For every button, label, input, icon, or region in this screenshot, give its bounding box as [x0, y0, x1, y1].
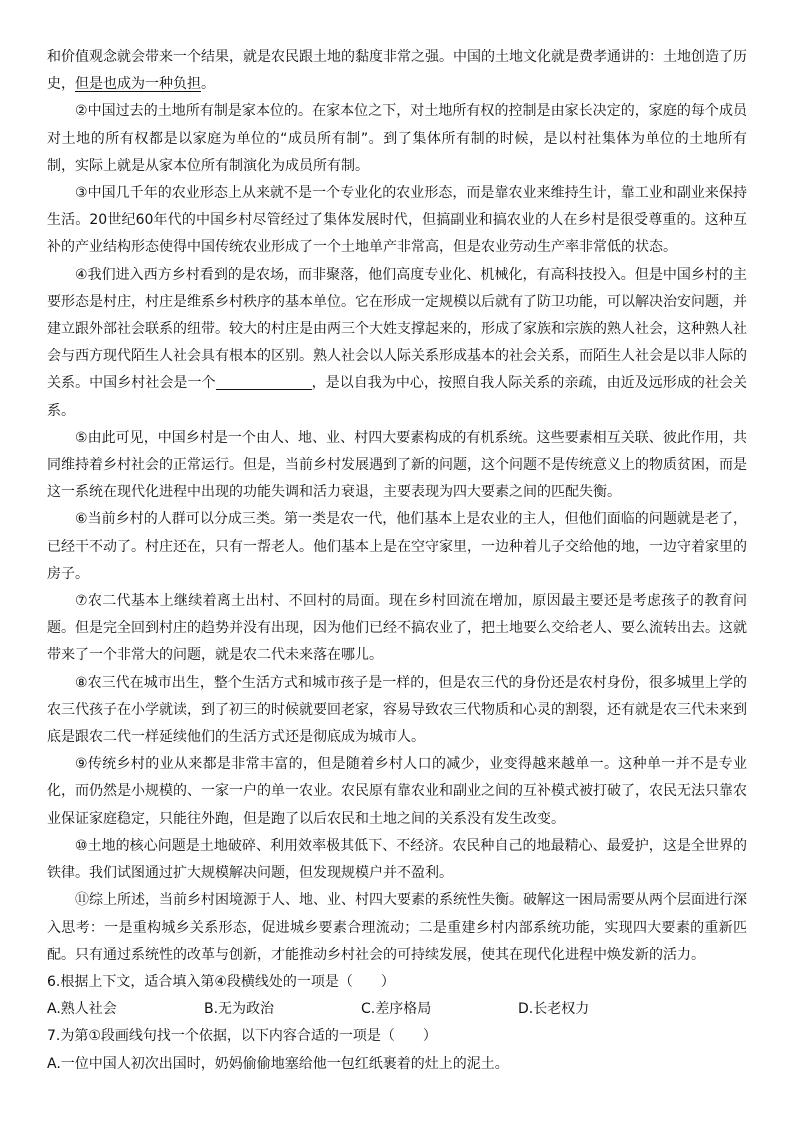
paragraph-7: ⑦农二代基本上继续着离土出村、不回村的局面。现在乡村回流在增加，原因最主要还是考虑孩子的教育问题。但是完全回到村庄的趋势并没有出现，因为他们已经不搞农业了，把土地要么交给老人、要么流转出去。这就带来了一个非常大的问题，就是农二代未来落在哪儿。	[47, 593, 747, 664]
option-b: B.无为政治	[204, 1001, 275, 1018]
question-6-stem: 6.根据上下文，适合填入第④段横线处的一项是（ ）	[47, 973, 395, 990]
paragraph-text: ，是以自我为中心，按照自我人际关系的亲疏，由近及远形成的社会关系。	[47, 375, 748, 419]
paragraph-9: ⑨传统乡村的业从来都是非常丰富的，但是随着乡村人口的减少，业变得越来越单一。这种单一并不是专业化，而仍然是小规模的、一家一户的单一农业。农民原有靠农业和副业之间的互补模式被打破了，农民无法只靠农业保证家庭稳定，只能往外跑，但是跑了以后农民和土地之间的关系没有发生改变。	[47, 756, 747, 827]
document-page	[47, 44, 747, 1078]
paragraph-5: ⑤由此可见，中国乡村是一个由人、地、业、村四大要素构成的有机系统。这些要素相互关联、彼此作用，共同维持着乡村社会的正常运行。但是，当前乡村发展遇到了新的问题，这个问题不是传统意义上的物质贫困，而是这一系统在现代化进程中出现的功能失调和活力衰退，主要表现为四大要素之间的匹配失衡。	[47, 429, 747, 501]
paragraph-1-continued	[47, 44, 747, 98]
question-7-option-a: A.一位中国人初次出国时，奶妈偷偷地塞给他一包红纸裹着的灶上的泥土。	[47, 1055, 509, 1072]
paragraph-6: ⑥当前乡村的人群可以分成三类。第一类是农一代，他们基本上是农业的主人，但他们面临的问题就是老了，已经干不动了。村庄还在，只有一帮老人。他们基本上是在空守家里，一边种着儿子交给他的地，一边守着家里的房子。	[47, 511, 747, 582]
paragraph-4	[47, 262, 747, 425]
paragraph-8: ⑧农三代在城市出生，整个生活方式和城市孩子是一样的，但是农三代的身份还是农村身份，很多城里上学的农三代孩子在小学就读，到了初三的时候就要回老家，容易导致农三代物质和心灵的割裂，还有就是农三代未来到底是跟农二代一样延续他们的生活方式还是彻底成为城市人。	[47, 674, 747, 746]
paragraph-11: ⑪综上所述，当前乡村困境源于人、地、业、村四大要素的系统性失衡。破解这一困局需要从两个层面进行深入思考：一是重构城乡关系形态，促进城乡要素合理流动；二是重建乡村内部系统功能，实现四大要素的重新匹配。只有通过系统性的改革与创新，才能推动乡村社会的可持续发展，使其在现代化进程中焕发新的活力。	[47, 892, 747, 963]
paragraph-3: ③中国几千年的农业形态上从来就不是一个专业化的农业形态，而是靠农业来维持生计，靠工业和副业来保持生活。20世纪60年代的中国乡村尽管经过了集体发展时代，但搞副业和搞农业的人在乡村是很受尊重的。这种互补的产业结构形态使得中国传统农业形成了一个土地单产非常高，但是农业劳动生产率非常低的状态。	[47, 185, 747, 256]
option-d: D.长老权力	[518, 1001, 590, 1018]
underlined-sentence: 但是也成为一种负担	[75, 76, 201, 93]
paragraph-10: ⑩土地的核心问题是土地破碎、利用效率极其低下、不经济。农民种自己的地最精心、最爱护，这是全世界的铁律。我们试图通过扩大规模解决问题，但发现规模户并不盈利。	[47, 837, 747, 882]
question-6-options	[47, 996, 747, 1023]
fill-in-blank	[216, 372, 312, 390]
option-a: A.熟人社会	[47, 1001, 117, 1018]
paragraph-end: 。	[201, 76, 215, 93]
paragraph-2: ②中国过去的土地所有制是家本位的。在家本位之下，对土地所有权的控制是由家长决定的，家庭的每个成员对土地的所有权都是以家庭为单位的“成员所有制”。到了集体所有制的时候，是以村社集体为单位的土地所有制，实际上就是从家本位所有制演化为成员所有制。	[47, 103, 747, 174]
question-7-stem: 7.为第①段画线句找一个依据，以下内容合适的一项是（ ）	[47, 1028, 437, 1045]
paragraph-text: ④我们进入西方乡村看到的是农场，而非聚落，他们高度专业化、机械化，有高科技投入。但是中国乡村的主要形态是村庄，村庄是维系乡村秩序的基本单位。它在形成一定规模以后就有了防卫功能，可以解决治安问题，并建立跟外部社会联系的纽带。较大的村庄是由两三个大姓支撑起来的，形成了家族和宗族的熟人社会，这种熟人社会与西方现代陌生人社会具有根本的区别。熟人社会以人际关系形成基本的社会关系，而陌生人社会是以非人际的关系。中国乡村社会是一个	[47, 266, 747, 392]
paragraph-text: 和价值观念就会带来一个结果，就是农民跟土地的黏度非常之强。中国的土地文化就是费孝通讲的：土地创造了历史，	[47, 49, 747, 93]
option-c: C.差序格局	[361, 1001, 432, 1018]
